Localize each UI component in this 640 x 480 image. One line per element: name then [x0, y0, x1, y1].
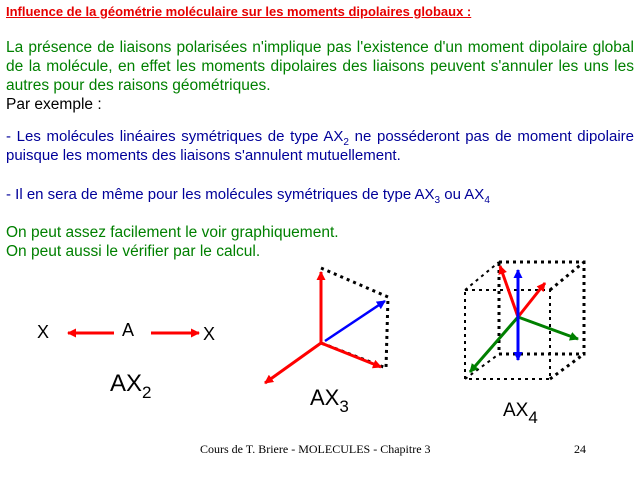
page-number: 24 [574, 442, 586, 456]
ax4-bond-upright-arrow [518, 283, 545, 317]
ax4-bond-downleft-arrow [470, 317, 518, 372]
example-label: Par exemple : [6, 96, 102, 113]
intro-paragraph: La présence de liaisons polarisées n'implique pas l'existence d'un moment dipolaire global de la molécule, en effet les moments dipolaires des liaisons peuvent s'annuler les uns les autres pour des raisons géométriques. [6, 39, 634, 94]
ax3-formula-sub: 3 [339, 397, 349, 416]
linear-subscript: 2 [343, 137, 349, 148]
footer-text: Cours de T. Briere - MOLECULES - Chapitre 3 [200, 442, 431, 456]
ax3-bond-right-arrow [321, 343, 381, 367]
ax3-resultant-arrow [325, 301, 385, 341]
ax2-formula [110, 370, 152, 402]
ax4-formula [503, 400, 538, 427]
ax4-bond-upleft-arrow [500, 266, 518, 317]
ax3-diagram [265, 268, 388, 383]
ax3-dashed-parallelogram [321, 268, 388, 368]
symmetric-text-before: - Il en sera de même pour les molécules symétriques de type AX [6, 186, 435, 203]
ax2-formula-sub: 2 [142, 383, 152, 402]
symmetric-subscript-1: 3 [434, 195, 441, 206]
ax2-left-x-label: X [37, 322, 50, 342]
linear-text-before: - Les molécules linéaires symétriques de type AX [6, 128, 344, 145]
ax4-bond-right-arrow [518, 317, 578, 339]
ax3-formula-base: AX [310, 385, 340, 410]
ax2-center-a-label: A [122, 320, 135, 340]
ax4-formula-base: AX [503, 400, 529, 421]
symmetric-text-middle: ou AX [440, 186, 485, 203]
graph-line-1: On peut assez facilement le voir graphiquement. [6, 224, 339, 241]
ax3-bond-left-arrow [265, 343, 321, 383]
ax2-right-x-label: X [203, 324, 216, 344]
linear-text-after: ne posséderont pas de moment dipolaire puisque les moments des liaisons s'annulent mutuellement. [6, 128, 634, 164]
ax2-formula-base: AX [110, 370, 143, 397]
slide-title: Influence de la géométrie moléculaire sur les moments dipolaires globaux : [6, 4, 472, 19]
ax4-formula-sub: 4 [528, 408, 538, 427]
ax3-formula [310, 385, 349, 416]
symmetric-subscript-2: 4 [484, 195, 490, 206]
graph-line-2: On peut aussi le vérifier par le calcul. [6, 243, 261, 260]
ax4-diagram [465, 262, 584, 379]
